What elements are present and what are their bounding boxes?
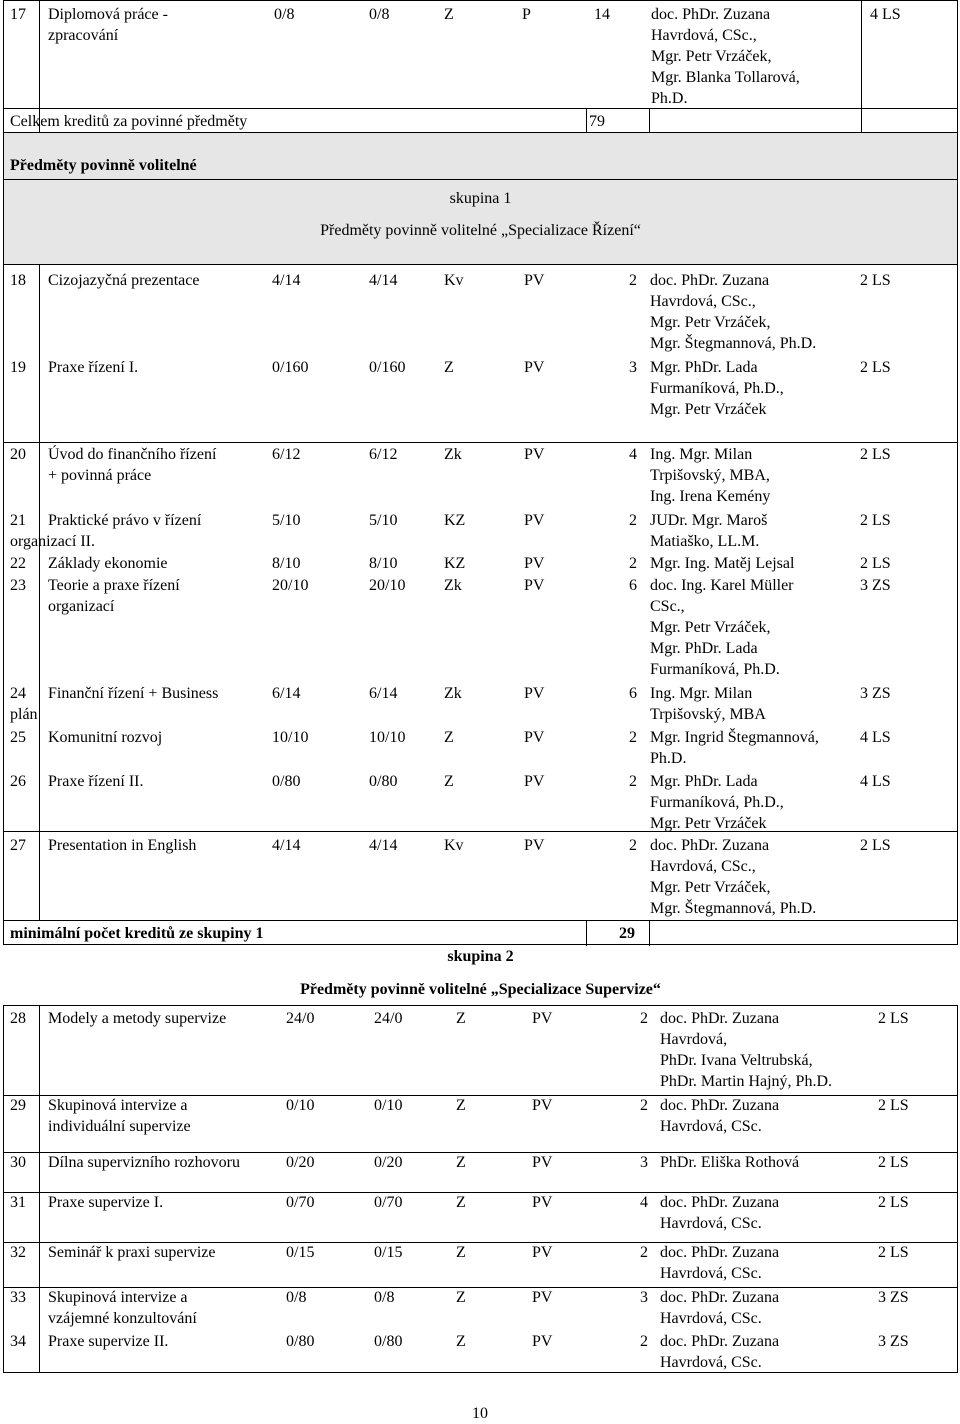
hours-full-time: 20/10 [272,577,309,594]
course-type: PV [524,685,545,702]
teachers [650,357,784,420]
course-name-line: zpracování [48,27,119,44]
hours-part-time: 0/160 [369,359,406,376]
hours-part-time: 8/10 [369,555,398,572]
course-type: PV [532,1244,553,1261]
teacher-line: doc. PhDr. Zuzana [650,837,770,854]
course-name-line: + povinná práce [48,467,152,484]
hours-full-time: 0/70 [286,1194,315,1211]
teacher-line: Mgr. Ingrid Štegmannová, [650,729,819,746]
course-type: PV [524,446,545,463]
semester: 2 LS [860,272,891,289]
hours-full-time: 0/15 [286,1244,315,1261]
course-name [48,1242,216,1263]
teacher-line: CSc., [650,598,685,615]
semester: 3 ZS [860,685,891,702]
total-required-label: Celkem kreditů za povinné předměty [10,113,248,130]
completion-type: Z [444,729,454,746]
teacher-line: doc. PhDr. Zuzana [660,1289,780,1306]
course-name-line: Úvod do finančního řízení [48,446,217,463]
credits: 3 [640,1289,648,1306]
course-name-line: Teorie a praxe řízení [48,577,180,594]
teacher-line: Mgr. PhDr. Lada [650,359,758,376]
teachers [650,553,794,574]
completion-type: Z [456,1154,466,1171]
credits: 2 [629,272,637,289]
completion-type: Z [456,1097,466,1114]
semester: 2 LS [860,512,891,529]
completion-type: Z [456,1333,466,1350]
hours-full-time: 0/8 [274,6,295,23]
completion-type: Kv [444,837,464,854]
semester: 2 LS [878,1097,909,1114]
course-name-line: Dílna supervizního rozhovoru [48,1154,240,1171]
hours-part-time: 0/80 [374,1333,403,1350]
teacher-line: Furmaníková, Ph.D. [650,661,780,678]
teacher-line: doc. PhDr. Zuzana [660,1097,780,1114]
course-name-line: Diplomová práce - [48,6,168,23]
teacher-line: Mgr. Petr Vrzáček [650,401,767,418]
teacher-line: doc. PhDr. Zuzana [660,1333,780,1350]
credits: 2 [640,1097,648,1114]
teachers [660,1242,779,1284]
credits: 4 [640,1194,648,1211]
teacher-line: Havrdová, CSc. [660,1354,762,1371]
teacher-line: PhDr. Eliška Rothová [660,1154,800,1171]
teachers [660,1152,799,1173]
course-name-line: Základy ekonomie [48,555,168,572]
course-type: PV [532,1010,553,1027]
course-type: PV [524,272,545,289]
semester: 2 LS [860,837,891,854]
course-type: PV [524,359,545,376]
credits: 2 [629,729,637,746]
teachers [650,683,766,725]
completion-type: Zk [444,685,462,702]
course-type: PV [532,1097,553,1114]
teacher-line: Havrdová, CSc., [650,293,756,310]
completion-type: Z [444,773,454,790]
course-type: PV [524,512,545,529]
teacher-line: Mgr. Petr Vrzáček, [651,48,772,65]
group1-block [3,264,958,945]
semester: 4 LS [870,6,901,23]
course-name [48,835,196,856]
completion-type: Z [456,1194,466,1211]
course-number: 26 [10,773,26,790]
hours-full-time: 5/10 [272,512,301,529]
elective-header-block [3,132,958,265]
course-name [48,553,168,574]
teacher-line: Havrdová, CSc. [660,1265,762,1282]
hours-full-time: 6/12 [272,446,301,463]
hours-full-time: 0/80 [272,773,301,790]
hours-full-time: 0/8 [286,1289,307,1306]
page-number: 10 [472,1405,488,1422]
credits: 6 [629,577,637,594]
credits: 2 [629,773,637,790]
semester: 2 LS [878,1010,909,1027]
group2-label: skupina 2 [447,948,514,965]
teacher-line: Mgr. Štegmannová, Ph.D. [650,335,817,352]
hours-part-time: 0/10 [374,1097,403,1114]
semester: 2 LS [878,1194,909,1211]
course-name [48,270,199,291]
teacher-line: doc. Ing. Karel Müller [650,577,794,594]
teacher-line: Trpišovský, MBA [650,706,766,723]
course-name-line: Praxe řízení I. [48,359,139,376]
credits: 2 [640,1010,648,1027]
course-number: 19 [10,359,26,376]
teacher-line: Mgr. Petr Vrzáček, [650,314,771,331]
course-type: PV [524,837,545,854]
credits: 3 [629,359,637,376]
teachers [650,727,819,769]
teachers [650,444,770,507]
course-type: PV [524,773,545,790]
teacher-line: PhDr. Ivana Veltrubská, [660,1052,813,1069]
course-name [48,4,168,46]
course-number: 27 [10,837,26,854]
teacher-line: Matiaško, LL.M. [650,533,760,550]
course-type: PV [524,555,545,572]
hours-part-time: 0/8 [374,1289,395,1306]
teacher-line: Mgr. Petr Vrzáček, [650,619,771,636]
elective-title: Předměty povinně volitelné [10,157,197,174]
teacher-line: Ph.D. [651,90,688,107]
hours-full-time: 4/14 [272,837,301,854]
teacher-line: JUDr. Mgr. Maroš [650,512,768,529]
total-required-value: 79 [589,113,605,130]
course-type: PV [532,1194,553,1211]
hours-full-time: 0/10 [286,1097,315,1114]
hours-part-time: 4/14 [369,837,398,854]
group2-title: Předměty povinně volitelné „Specializace Supervize“ [300,981,661,998]
hours-part-time: 0/20 [374,1154,403,1171]
hours-full-time: 8/10 [272,555,301,572]
teacher-line: Ing. Mgr. Milan [650,685,753,702]
credits: 2 [629,837,637,854]
teacher-line: Mgr. Ing. Matěj Lejsal [650,555,795,572]
teacher-line: doc. PhDr. Zuzana [651,6,771,23]
completion-type: KZ [444,512,466,529]
min-credits-g1-label: minimální počet kreditů ze skupiny 1 [10,925,264,942]
semester: 2 LS [860,555,891,572]
teacher-line: Havrdová, CSc. [660,1215,762,1232]
teachers [650,510,767,552]
course-name [48,1152,240,1173]
semester: 3 ZS [878,1289,909,1306]
hours-part-time: 0/15 [374,1244,403,1261]
teacher-line: Havrdová, CSc., [651,27,757,44]
course-name-line: Komunitní rozvoj [48,729,163,746]
teacher-line: doc. PhDr. Zuzana [660,1010,780,1027]
completion-type: Z [456,1244,466,1261]
teacher-line: Havrdová, [660,1031,728,1048]
hours-full-time: 0/20 [286,1154,315,1171]
course-number: 21 [10,512,26,529]
course-number: 23 [10,577,26,594]
teacher-line: Furmaníková, Ph.D., [650,380,784,397]
teacher-line: Ing. Irena Kemény [650,488,771,505]
semester: 2 LS [878,1154,909,1171]
course-number: 18 [10,272,26,289]
course-number: 22 [10,555,26,572]
course-number: 33 [10,1289,26,1306]
course-number: 29 [10,1097,26,1114]
course-name [48,357,138,378]
course-name [48,575,180,617]
course-name-line: Praxe řízení II. [48,773,144,790]
hours-full-time: 0/160 [272,359,309,376]
semester: 2 LS [860,359,891,376]
credits: 14 [594,6,610,23]
course-name [48,1095,191,1137]
min-credits-g1-value: 29 [619,925,635,942]
course-number: 30 [10,1154,26,1171]
semester: 3 ZS [878,1333,909,1350]
course-number: 28 [10,1010,26,1027]
completion-type: KZ [444,555,466,572]
completion-type: Z [444,359,454,376]
course-name-line: Seminář k praxi supervize [48,1244,216,1261]
course-number: 34 [10,1333,26,1350]
required-block [3,0,958,133]
group2-block [3,1005,958,1373]
course-name-line: Presentation in English [48,837,197,854]
hours-part-time: 6/14 [369,685,398,702]
credits: 3 [640,1154,648,1171]
hours-full-time: 24/0 [286,1010,315,1027]
teacher-line: Havrdová, CSc. [660,1118,762,1135]
course-number: 20 [10,446,26,463]
hours-part-time: 20/10 [369,577,406,594]
hours-part-time: 4/14 [369,272,398,289]
group2-header [3,944,958,1006]
course-type: P [522,6,531,23]
completion-type: Zk [444,446,462,463]
completion-type: Z [456,1010,466,1027]
course-name-line: individuální supervize [48,1118,191,1135]
hours-full-time: 4/14 [272,272,301,289]
course-number: 31 [10,1194,26,1211]
teacher-line: Ing. Mgr. Milan [650,446,753,463]
hours-part-time: 0/8 [369,6,390,23]
teachers [650,835,816,919]
course-type: PV [524,729,545,746]
course-name [48,444,216,486]
course-type: PV [532,1154,553,1171]
teachers [650,771,784,834]
teachers [650,270,816,354]
semester: 2 LS [878,1244,909,1261]
teacher-line: Trpišovský, MBA, [650,467,770,484]
teacher-line: Havrdová, CSc., [650,858,756,875]
completion-type: Z [444,6,454,23]
course-type: PV [524,577,545,594]
teacher-line: Mgr. PhDr. Lada [650,773,758,790]
course-name-line: Skupinová intervize a [48,1097,188,1114]
teachers [651,4,800,109]
teacher-line: Mgr. Petr Vrzáček, [650,879,771,896]
course-name [48,1287,197,1329]
hours-part-time: 0/80 [369,773,398,790]
credits: 4 [629,446,637,463]
hours-part-time: 5/10 [369,512,398,529]
teacher-line: PhDr. Martin Hajný, Ph.D. [660,1073,832,1090]
course-type: PV [532,1333,553,1350]
teacher-line: Havrdová, CSc. [660,1310,762,1327]
course-name [48,1331,168,1352]
teacher-line: Furmaníková, Ph.D., [650,794,784,811]
semester: 4 LS [860,773,891,790]
course-name-line: Praxe supervize II. [48,1333,169,1350]
credits: 2 [629,512,637,529]
group1-title: Předměty povinně volitelné „Specializace Řízení“ [320,222,641,239]
credits: 2 [640,1244,648,1261]
course-name [48,1192,163,1213]
course-number: 17 [10,6,26,23]
hours-part-time: 0/70 [374,1194,403,1211]
course-name-line: Modely a metody supervize [48,1010,227,1027]
semester: 3 ZS [860,577,891,594]
teacher-line: Mgr. Blanka Tollarová, [651,69,800,86]
hours-part-time: 24/0 [374,1010,403,1027]
course-name-line: plán [10,706,38,723]
teacher-line: Mgr. PhDr. Lada [650,640,758,657]
course-number: 32 [10,1244,26,1261]
teachers [660,1008,832,1092]
credits: 6 [629,685,637,702]
teachers [660,1192,779,1234]
course-name-line: organizací II. [10,533,95,550]
teacher-line: doc. PhDr. Zuzana [650,272,770,289]
course-name-line: Praxe supervize I. [48,1194,164,1211]
completion-type: Z [456,1289,466,1306]
course-name-line: Praktické právo v řízení [48,512,202,529]
course-name [48,1008,226,1029]
hours-full-time: 10/10 [272,729,309,746]
teacher-line: Mgr. Petr Vrzáček [650,815,767,832]
course-name-line: vzájemné konzultování [48,1310,197,1327]
teacher-line: Mgr. Štegmannová, Ph.D. [650,900,817,917]
hours-full-time: 0/80 [286,1333,315,1350]
hours-full-time: 6/14 [272,685,301,702]
semester: 4 LS [860,729,891,746]
course-number: 25 [10,729,26,746]
group1-label: skupina 1 [449,190,512,207]
course-name [48,727,162,748]
course-name [48,771,144,792]
teachers [660,1287,779,1329]
teachers [660,1095,779,1137]
semester: 2 LS [860,446,891,463]
teachers [650,575,794,680]
teacher-line: doc. PhDr. Zuzana [660,1244,780,1261]
teacher-line: doc. PhDr. Zuzana [660,1194,780,1211]
course-name-line: Cizojazyčná prezentace [48,272,200,289]
hours-part-time: 10/10 [369,729,406,746]
course-type: PV [532,1289,553,1306]
credits: 2 [629,555,637,572]
course-number: 24 [10,685,26,702]
completion-type: Zk [444,577,462,594]
course-name-line: organizací [48,598,115,615]
course-name-line: Finanční řízení + Business [48,685,219,702]
credits: 2 [640,1333,648,1350]
hours-part-time: 6/12 [369,446,398,463]
teacher-line: Ph.D. [650,750,687,767]
completion-type: Kv [444,272,464,289]
course-name-line: Skupinová intervize a [48,1289,188,1306]
teachers [660,1331,779,1373]
